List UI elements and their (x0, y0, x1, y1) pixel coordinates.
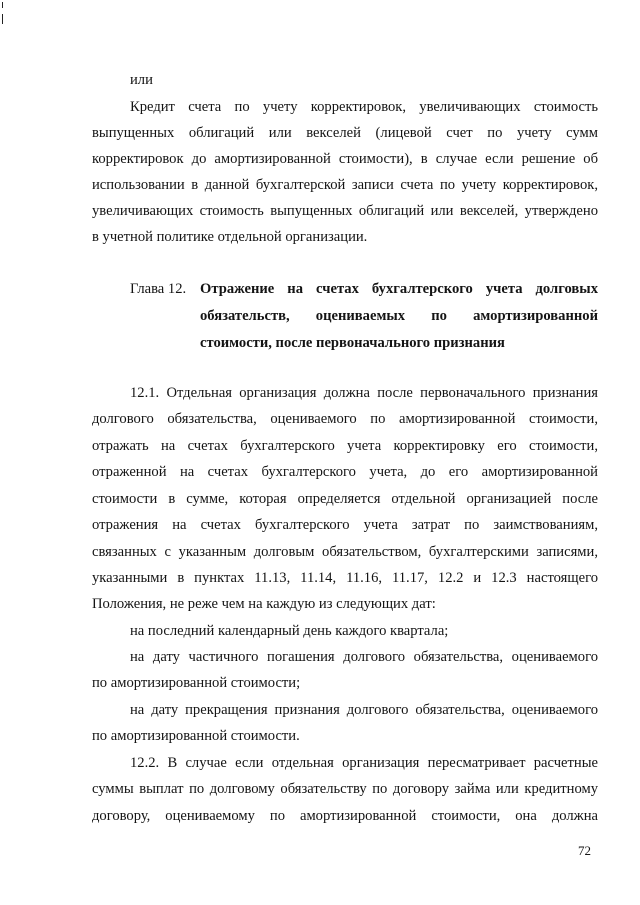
p121-line: стоимости в сумме, которая определяется отдельной организацией после (92, 491, 598, 507)
p122-line: 12.2. В случае если отдельная организация пересматривает расчетные (130, 755, 598, 771)
chapter-title-line: Отражение на счетах бухгалтерского учета долговых (200, 281, 598, 297)
p121-line: отражения на счетах бухгалтерского учета затрат по заимствованиям, (92, 517, 598, 533)
chapter-label: Глава 12. (130, 281, 187, 297)
p122-line: договору, оцениваемому по амортизированной стоимости, она должна (92, 808, 598, 824)
p121-line: отраженной на счетах бухгалтерского учета, до его амортизированной (92, 464, 598, 480)
chapter-title-line: стоимости, после первоначального признания (200, 335, 505, 351)
kredit-line: выпущенных облигаций или векселей (лицевой счет по учету сумм (92, 125, 598, 141)
kredit-line: корректировок до амортизированной стоимости), в случае если решение об (92, 151, 598, 167)
kredit-line: в учетной политике отдельной организации. (92, 229, 368, 245)
list-item: на дату частичного погашения долгового обязательства, оцениваемого (130, 649, 598, 665)
list-item: по амортизированной стоимости. (92, 728, 300, 744)
p121-line: связанных с указанным долговым обязательством, бухгалтерскими записями, (92, 544, 598, 560)
chapter-title-line: обязательств, оцениваемых по амортизированной (200, 308, 598, 324)
kredit-line: увеличивающих стоимость выпущенных облигаций или векселей, утверждено (92, 203, 598, 219)
kredit-line: использовании в данной бухгалтерской записи счета по учету корректировок, (92, 177, 598, 193)
page-number: 72 (578, 843, 591, 858)
list-item: на дату прекращения признания долгового обязательства, оцениваемого (130, 702, 598, 718)
p121-line: Положения, не реже чем на каждую из следующих дат: (92, 596, 436, 612)
or-word: или (130, 72, 153, 88)
list-item: по амортизированной стоимости; (92, 675, 301, 691)
kredit-line: Кредит счета по учету корректировок, увеличивающих стоимость (130, 99, 598, 115)
p122-line: суммы выплат по долговому обязательству по договору займа или кредитному (92, 781, 598, 797)
p121-line: отражать на счетах бухгалтерского учета корректировку его стоимости, (92, 438, 598, 454)
p121-line: долгового обязательства, оцениваемого по амортизированной стоимости, (92, 411, 598, 427)
p121-line: указанными в пунктах 11.13, 11.14, 11.16, 11.17, 12.2 и 12.3 настоящего (92, 570, 598, 586)
list-item: на последний календарный день каждого квартала; (130, 623, 449, 639)
p121-line: 12.1. Отдельная организация должна после первоначального признания (130, 385, 598, 401)
scan-edge-marks (2, 2, 3, 24)
